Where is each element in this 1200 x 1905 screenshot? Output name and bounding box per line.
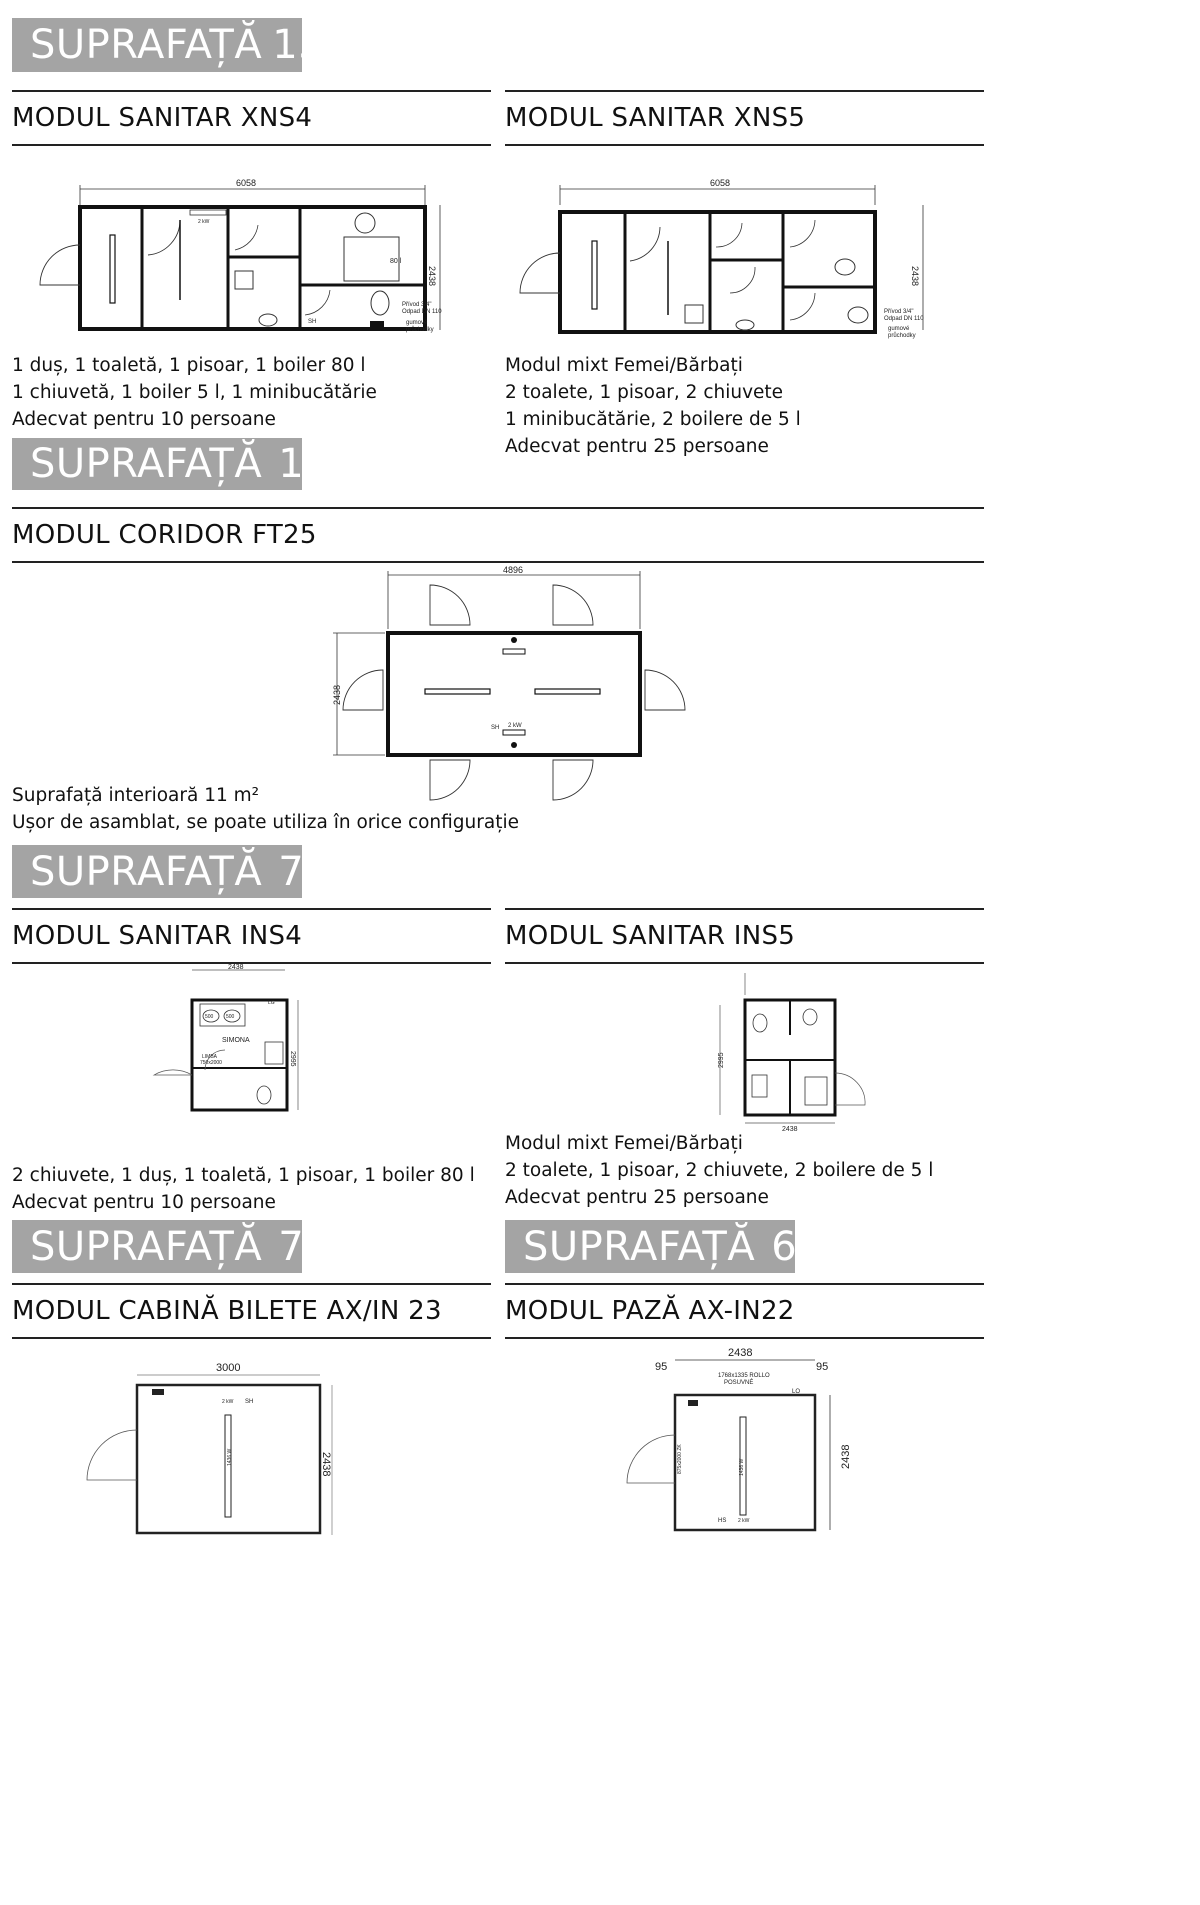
lg-label: LG: [268, 1000, 275, 1006]
dim-height: 2995: [289, 1051, 296, 1067]
dim-width: 3000: [216, 1362, 241, 1374]
pipe-label-1: Přívod 3/4": [402, 302, 432, 308]
band-value: 15: [272, 22, 325, 68]
dim-height: 2438: [427, 266, 437, 287]
module-title-ax22: MODUL PAZĂ AX-IN22: [505, 1283, 984, 1339]
section-band-7-5: SUPRAFAȚĂ 7,5 $m^2$: [12, 845, 302, 898]
desc-ft25: Suprafață interioară 11 m² Ușor de asamblat, se poate utiliza în orice configurație: [12, 785, 519, 833]
kw-label: 2 kW: [508, 723, 522, 729]
pipe-label-2: Odpad DN 110: [884, 316, 924, 322]
basin-1: 500: [205, 1014, 214, 1020]
floorplan-ins5: [710, 965, 870, 1135]
dim-height: 2438: [840, 1444, 852, 1469]
w-label: 1436 W: [739, 1458, 745, 1476]
pipe-label-4: průchodky: [888, 333, 916, 339]
hs-label: HS: [718, 1518, 727, 1524]
dim-width: 6058: [236, 178, 257, 188]
dim-width: 2438: [782, 1126, 798, 1133]
desc-xns4: 1 duș, 1 toaletă, 1 pisoar, 1 boiler 80 l 1 chiuvetă, 1 boiler 5 l, 1 minibucătărie Adecvat pentru 10 persoane: [12, 355, 377, 430]
pipe-label-3: gumové: [888, 326, 910, 332]
floorplan-ax22: [620, 1345, 870, 1545]
floorplan-ft25: [325, 565, 695, 800]
section-band-15: [12, 18, 377, 72]
dim-height: 2438: [320, 1452, 332, 1477]
floorplan-ins4: [150, 960, 315, 1130]
floorplan-xns4: [30, 175, 460, 345]
sh-label: SH: [245, 1399, 254, 1405]
boiler-label: 80 l: [390, 258, 402, 265]
dim-edge-left: 95: [655, 1361, 668, 1373]
floorplan-ax23: [80, 1355, 345, 1545]
section-band-7-5-b: SUPRAFAȚĂ 7,5 $m^2$: [12, 1220, 302, 1273]
module-title-ft25: MODUL CORIDOR FT25: [12, 507, 984, 563]
dim-height: 2438: [910, 266, 920, 287]
dim-width: 6058: [710, 178, 731, 188]
kw-label: 2 kW: [198, 219, 210, 225]
desc-ins5: Modul mixt Femei/Bărbați 2 toalete, 1 pisoar, 2 chiuvete, 2 boilere de 5 l Adecvat pentru 25 persoane: [505, 1133, 934, 1208]
pipe-label-2: Odpad DN 110: [402, 309, 442, 315]
section-band-6: SUPRAFAȚĂ 6 $m^2$: [505, 1220, 795, 1273]
module-title-xns5: MODUL SANITAR XNS5: [505, 90, 984, 146]
dim-edge-right: 95: [816, 1361, 829, 1373]
section-band-12: SUPRAFAȚĂ 12 $m^2$: [12, 438, 302, 490]
simona-label: SIMONA: [222, 1037, 250, 1044]
w-label: 1436 W: [227, 1448, 233, 1466]
size-label: 750x2000: [200, 1060, 222, 1066]
dim-width: 4896: [503, 565, 524, 575]
kw-label: 2 kW: [222, 1399, 234, 1405]
module-title-ax23: MODUL CABINĂ BILETE AX/IN 23: [12, 1283, 491, 1339]
basin-2: 500: [226, 1014, 235, 1020]
kw-label: 2 kW: [738, 1518, 750, 1524]
dim-width: 2438: [228, 964, 244, 971]
limba-label: LIMBA: [202, 1054, 218, 1060]
module-title-ins4: MODUL SANITAR INS4: [12, 908, 491, 964]
sh-label: SH: [308, 319, 317, 325]
rollo-label: 1768x1335 ROLLO: [718, 1373, 770, 1379]
band-unit: $m^2$: [336, 27, 377, 62]
dim-height: 2995: [718, 1052, 725, 1068]
module-title-ins5: MODUL SANITAR INS5: [505, 908, 984, 964]
sh-label: SH: [491, 725, 500, 731]
dim-height: 2438: [332, 684, 342, 705]
floorplan-xns5: [520, 175, 940, 345]
module-title-xns4: MODUL SANITAR XNS4: [12, 90, 491, 146]
pipe-label-1: Přívod 3/4": [884, 309, 914, 315]
dim-width: 2438: [728, 1347, 753, 1359]
pipe-label-3: gumové: [406, 320, 428, 326]
band-label: SUPRAFAȚĂ: [30, 22, 263, 68]
desc-ins4: 2 chiuvete, 1 duș, 1 toaletă, 1 pisoar, 1 boiler 80 l Adecvat pentru 10 persoane: [12, 1165, 475, 1213]
door-label: 875x2000 ZK: [677, 1444, 683, 1474]
lo-label: LO: [792, 1389, 801, 1395]
pipe-label-4: průchodky: [406, 327, 434, 333]
posuvne-label: POSUVNÉ: [724, 1380, 754, 1386]
desc-xns5: Modul mixt Femei/Bărbați 2 toalete, 1 pisoar, 2 chiuvete 1 minibucătărie, 2 boilere de 5 l Adecvat pentru 25 persoane: [505, 355, 801, 457]
